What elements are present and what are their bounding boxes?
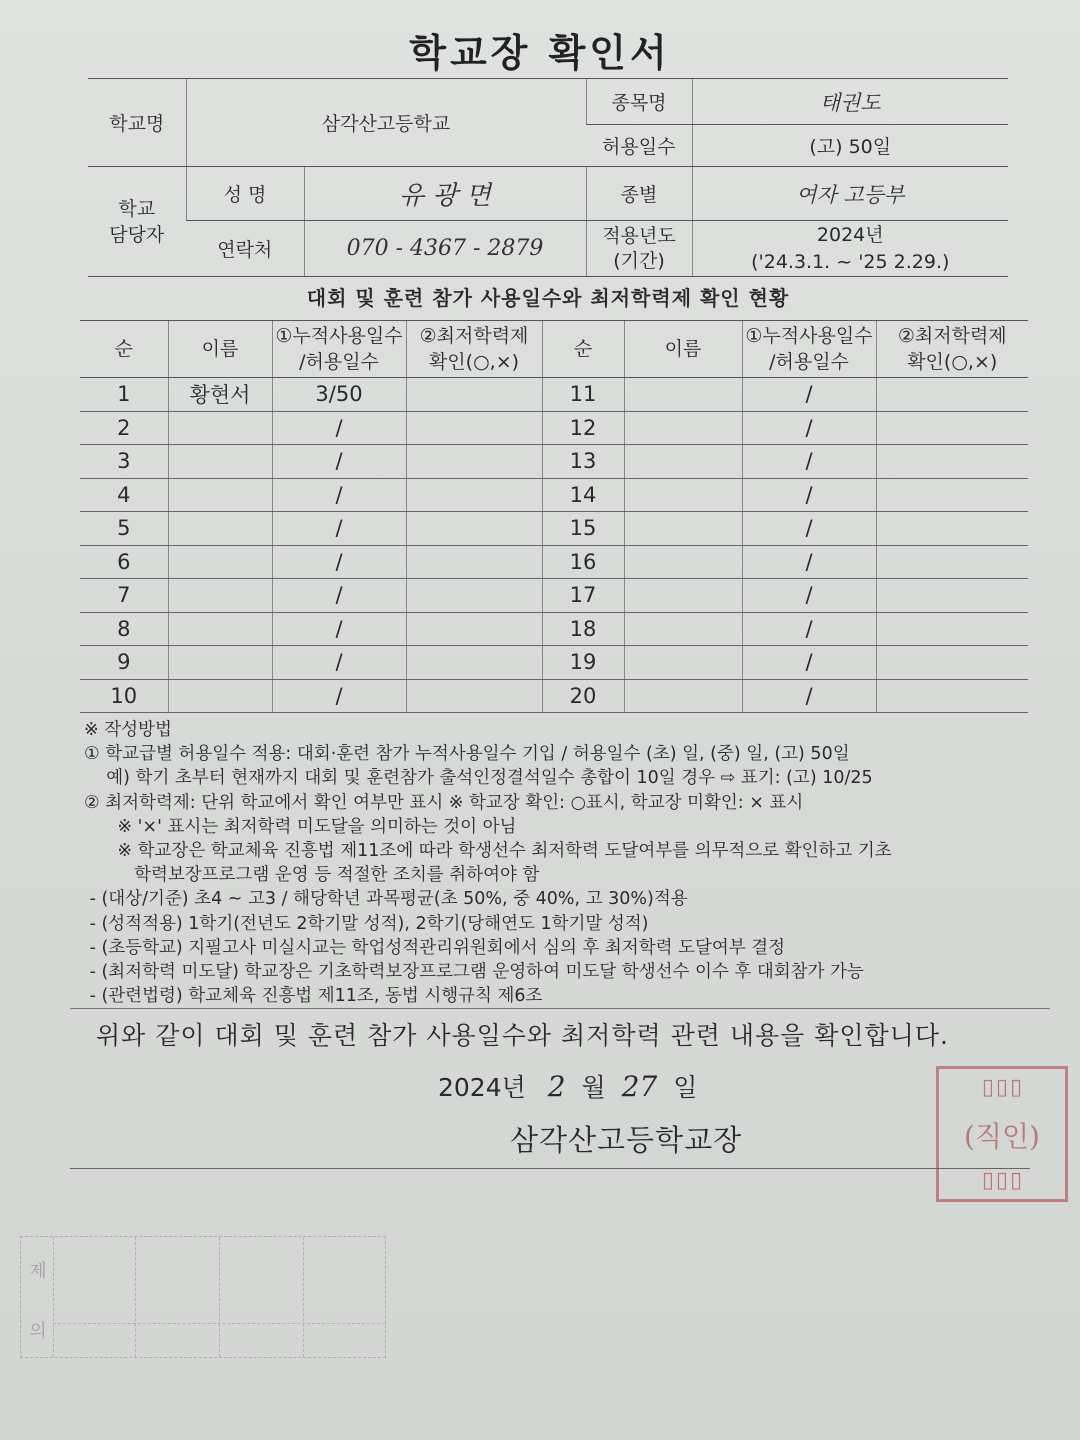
row-check	[406, 545, 542, 579]
row-no-2: 15	[542, 512, 624, 546]
approval-label-top: 제	[29, 1261, 47, 1282]
row-name	[168, 445, 272, 479]
contact-label: 연락처	[186, 221, 304, 277]
row-no: 8	[80, 612, 168, 646]
row-no-2: 17	[542, 579, 624, 613]
writing-instructions	[84, 718, 1044, 1008]
instruction-line: 학력보장프로그램 운영 등 적절한 조치를 취하여야 함	[84, 865, 540, 886]
sport-value: 태권도	[692, 79, 1008, 125]
header-days-2: ①누적사용일수 /허용일수	[742, 321, 876, 378]
date-month-unit: 월	[581, 1073, 606, 1102]
row-check	[406, 579, 542, 613]
row-no-2: 13	[542, 445, 624, 479]
row-no: 5	[80, 512, 168, 546]
row-days: /	[272, 579, 406, 613]
table-row	[80, 545, 1028, 579]
document-title: 학교장 확인서	[409, 31, 671, 75]
row-no: 2	[80, 411, 168, 445]
row-check-2	[876, 679, 1028, 713]
row-check	[406, 679, 542, 713]
manager-name-label: 성 명	[186, 167, 304, 221]
header-check: ②최저학력제 확인(○,×)	[406, 321, 542, 378]
row-days-2: /	[742, 478, 876, 512]
school-name-value: 삼각산고등학교	[186, 79, 586, 167]
row-check	[406, 512, 542, 546]
approval-col-line	[219, 1237, 220, 1357]
row-no: 6	[80, 545, 168, 579]
row-days-2: /	[742, 378, 876, 412]
row-check-2	[876, 411, 1028, 445]
instruction-line: - (대상/기준) 초4 ~ 고3 / 해당학년 과목평균(초 50%, 중 40%, 고 30%)적용	[84, 889, 688, 910]
row-no: 10	[80, 679, 168, 713]
allowed-days-label: 허용일수	[586, 125, 692, 167]
row-days: /	[272, 512, 406, 546]
table-row	[80, 478, 1028, 512]
category-value: 여자 고등부	[692, 167, 1008, 221]
row-no-2: 11	[542, 378, 624, 412]
row-check-2	[876, 512, 1028, 546]
header-days: ①누적사용일수 /허용일수	[272, 321, 406, 378]
row-check	[406, 646, 542, 680]
table-row	[80, 378, 1028, 412]
year-label: 적용년도 (기간)	[586, 221, 692, 277]
table-row	[80, 512, 1028, 546]
row-days-2: /	[742, 612, 876, 646]
row-days-2: /	[742, 679, 876, 713]
row-name-2	[624, 545, 742, 579]
row-name: 황현서	[168, 378, 272, 412]
row-name	[168, 646, 272, 680]
instruction-line: - (초등학교) 지필고사 미실시교는 학업성적관리위원회에서 심의 후 최저학력 도달여부 결정	[84, 937, 786, 958]
row-check-2	[876, 612, 1028, 646]
divider	[70, 1008, 1050, 1009]
row-check-2	[876, 445, 1028, 479]
row-name-2	[624, 679, 742, 713]
row-check	[406, 478, 542, 512]
row-name-2	[624, 579, 742, 613]
row-no-2: 16	[542, 545, 624, 579]
row-name-2	[624, 478, 742, 512]
row-days: /	[272, 445, 406, 479]
sport-label: 종목명	[586, 79, 692, 125]
row-no: 3	[80, 445, 168, 479]
instruction-line: - (관련법령) 학교체육 진흥법 제11조, 동법 시행규칙 제6조	[84, 986, 543, 1007]
instruction-line: ※ 학교장은 학교체육 진흥법 제11조에 따라 학생선수 최저학력 도달여부를 의무적으로 확인하고 기초	[84, 841, 892, 862]
period-value: ('24.3.1. ~ '25 2.29.)	[751, 250, 950, 273]
row-no-2: 20	[542, 679, 624, 713]
row-days-2: /	[742, 646, 876, 680]
official-seal-stamp	[936, 1066, 1068, 1202]
row-name	[168, 679, 272, 713]
date-day: 27	[621, 1070, 658, 1103]
instruction-line: 예) 학기 초부터 현재까지 대회 및 훈련참가 출석인정결석일수 총합이 10일 경우 ⇨ 표기: (고) 10/25	[84, 768, 873, 789]
seal-top-engraving: ▯▯▯	[981, 1075, 1025, 1100]
school-name-label: 학교명	[88, 79, 186, 167]
date-month: 2	[547, 1070, 566, 1103]
approval-col-line	[135, 1237, 136, 1357]
row-no: 4	[80, 478, 168, 512]
instruction-line: ① 학교급별 허용일수 적용: 대회·훈련 참가 누적사용일수 기입 / 허용일수 (초) 일, (중) 일, (고) 50일	[84, 744, 850, 765]
approval-stamp-box	[20, 1236, 386, 1358]
table-row	[80, 445, 1028, 479]
row-name-2	[624, 646, 742, 680]
date-year: 2024년	[438, 1073, 526, 1102]
approval-col-line	[303, 1237, 304, 1357]
row-days-2: /	[742, 512, 876, 546]
confirmation-statement: 위와 같이 대회 및 훈련 참가 사용일수와 최저학력 관련 내용을 확인합니다.	[96, 1021, 949, 1050]
row-name	[168, 512, 272, 546]
row-check-2	[876, 646, 1028, 680]
approval-row-line	[53, 1323, 385, 1324]
row-no-2: 14	[542, 478, 624, 512]
section-title: 대회 및 훈련 참가 사용일수와 최저학력제 확인 현황	[306, 286, 790, 310]
row-check	[406, 612, 542, 646]
approval-label-bottom: 의	[29, 1321, 47, 1342]
table-row	[80, 579, 1028, 613]
row-days: /	[272, 411, 406, 445]
row-no-2: 19	[542, 646, 624, 680]
row-check	[406, 445, 542, 479]
row-days-2: /	[742, 411, 876, 445]
row-no-2: 12	[542, 411, 624, 445]
instruction-line: ※ 작성방법	[84, 720, 172, 740]
header-name: 이름	[168, 321, 272, 378]
principal-signature: 삼각산고등학교장	[510, 1123, 743, 1157]
instruction-line: - (최저학력 미도달) 학교장은 기초학력보장프로그램 운영하여 미도달 학생선수 이수 후 대회참가 가능	[84, 962, 864, 983]
row-check-2	[876, 478, 1028, 512]
row-check-2	[876, 378, 1028, 412]
manager-name-value: 유 광 면	[304, 167, 586, 221]
table-row	[80, 411, 1028, 445]
row-days: /	[272, 545, 406, 579]
row-check	[406, 378, 542, 412]
participation-table	[80, 320, 1028, 713]
row-no: 9	[80, 646, 168, 680]
allowed-days-value: (고) 50일	[692, 125, 1008, 167]
instruction-line: ② 최저학력제: 단위 학교에서 확인 여부만 표시 ※ 학교장 확인: ○표시, 학교장 미확인: × 표시	[84, 792, 804, 813]
row-days: /	[272, 478, 406, 512]
row-check-2	[876, 545, 1028, 579]
row-name	[168, 545, 272, 579]
row-no: 7	[80, 579, 168, 613]
info-table	[88, 78, 1008, 277]
row-name	[168, 579, 272, 613]
row-check	[406, 411, 542, 445]
row-days: /	[272, 612, 406, 646]
row-days-2: /	[742, 445, 876, 479]
table-row	[80, 612, 1028, 646]
row-no-2: 18	[542, 612, 624, 646]
header-no-2: 순	[542, 321, 624, 378]
seal-mid-text: (직인)	[964, 1120, 1040, 1153]
table-row	[80, 646, 1028, 680]
row-check-2	[876, 579, 1028, 613]
date-day-unit: 일	[673, 1073, 698, 1102]
seal-bottom-engraving: ▯▯▯	[981, 1168, 1025, 1193]
bottom-divider	[70, 1168, 1030, 1169]
row-days: /	[272, 646, 406, 680]
contact-value: 070 - 4367 - 2879	[304, 221, 586, 277]
row-name	[168, 612, 272, 646]
table-row	[80, 679, 1028, 713]
row-days-2: /	[742, 579, 876, 613]
row-name	[168, 478, 272, 512]
header-name-2: 이름	[624, 321, 742, 378]
signature-date	[438, 1068, 697, 1104]
approval-col-line	[53, 1237, 54, 1357]
row-days-2: /	[742, 545, 876, 579]
category-label: 종별	[586, 167, 692, 221]
instruction-line: - (성적적용) 1학기(전년도 2학기말 성적), 2학기(당해연도 1학기말 성적)	[84, 913, 649, 934]
instruction-line: ※ '×' 표시는 최저학력 미도달을 의미하는 것이 아님	[84, 816, 517, 837]
row-name-2	[624, 411, 742, 445]
year-value: 2024년	[816, 223, 884, 246]
row-days: /	[272, 679, 406, 713]
row-name-2	[624, 512, 742, 546]
header-check-2: ②최저학력제 확인(○,×)	[876, 321, 1028, 378]
header-no: 순	[80, 321, 168, 378]
row-name-2	[624, 378, 742, 412]
row-name	[168, 411, 272, 445]
row-name-2	[624, 612, 742, 646]
year-cell	[692, 221, 1008, 277]
row-no: 1	[80, 378, 168, 412]
row-days: 3/50	[272, 378, 406, 412]
row-name-2	[624, 445, 742, 479]
manager-label: 학교 담당자	[88, 167, 186, 277]
